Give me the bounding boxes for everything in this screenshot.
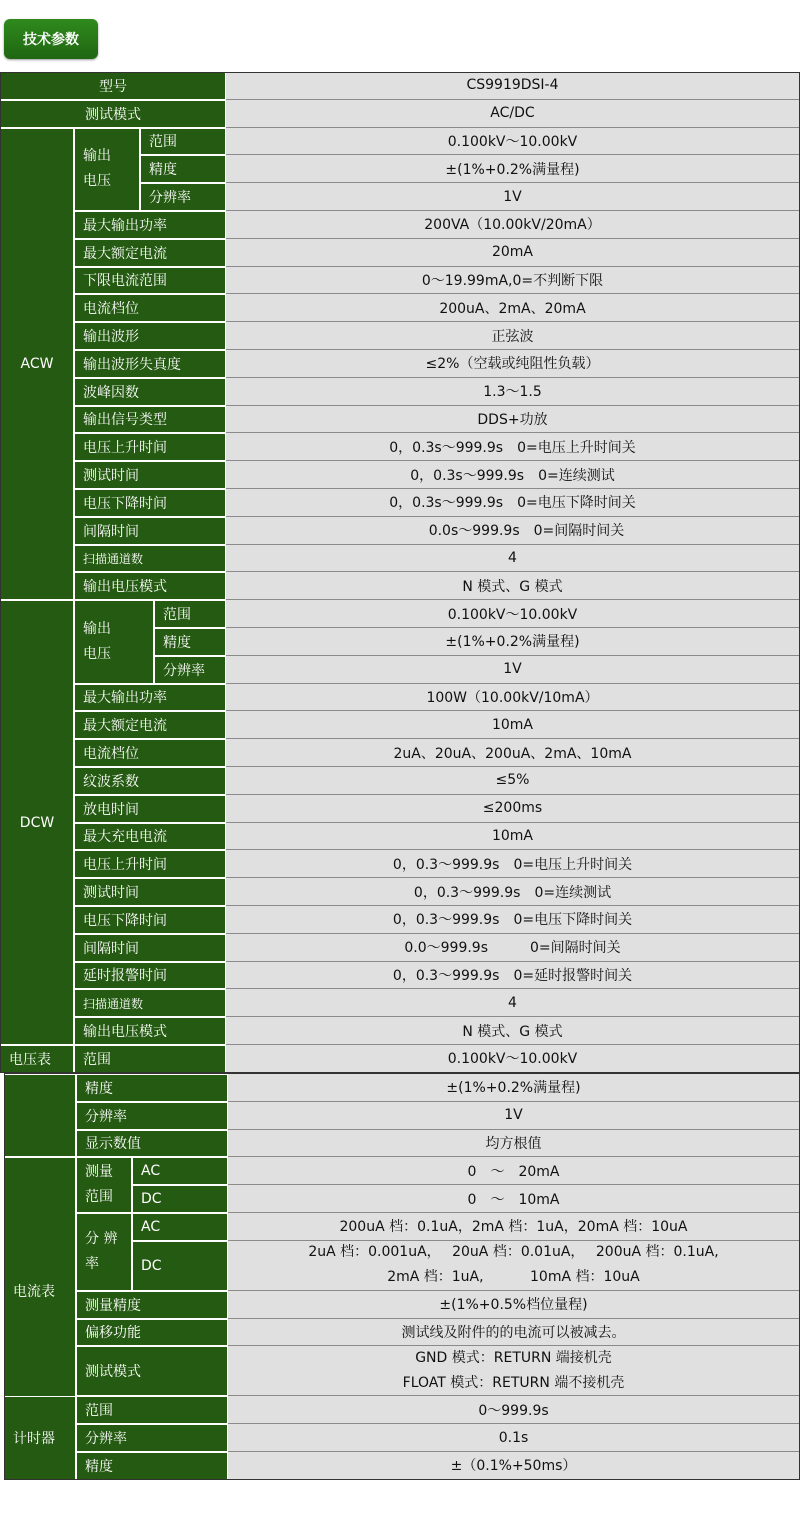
voltmeter-resolution-label: 分辨率 (76, 1102, 228, 1130)
ammeter-mode-value (228, 1346, 800, 1396)
acw-item-label: 输出电压模式 (74, 572, 226, 600)
ammeter-resolution-label: 分 辨 率 (76, 1213, 132, 1291)
dcw-item-label: 电流档位 (74, 739, 226, 767)
acw-item-value: N 模式、G 模式 (226, 572, 800, 600)
voltmeter-accuracy-value: ±(1%+0.2%满量程) (228, 1074, 800, 1102)
timer-accuracy-label: 精度 (76, 1452, 228, 1480)
dcw-item-value: 10mA (226, 823, 800, 851)
acw-item-label: 最大额定电流 (74, 239, 226, 267)
ammeter-range-ac-value: 0 ～ 20mA (228, 1157, 800, 1185)
acw-item-value: 1.3～1.5 (226, 378, 800, 406)
ammeter-res-ac-label: AC (132, 1213, 228, 1241)
acw-item-value: 20mA (226, 239, 800, 267)
acw-item-value: 0，0.3s～999.9s 0=连续测试 (226, 461, 800, 489)
acw-accuracy-value: ±(1%+0.2%满量程) (226, 155, 800, 183)
timer-label: 计时器 (4, 1396, 76, 1479)
ammeter-mode-label: 测试模式 (76, 1346, 228, 1396)
acw-item-label: 扫描通道数 (74, 545, 226, 573)
dcw-item-value: 0，0.3～999.9s 0=延时报警时间关 (226, 962, 800, 990)
dcw-item-value: 0，0.3～999.9s 0=电压上升时间关 (226, 850, 800, 878)
dcw-range-value: 0.100kV～10.00kV (226, 600, 800, 628)
dcw-item-label: 电压下降时间 (74, 906, 226, 934)
timer-range-label: 范围 (76, 1396, 228, 1424)
voltmeter-display-value: 均方根值 (228, 1130, 800, 1158)
acw-item-value: 0，0.3s～999.9s 0=电压上升时间关 (226, 433, 800, 461)
label-model: 型号 (0, 72, 226, 100)
ammeter-accuracy-value: ±(1%+0.5%档位量程) (228, 1291, 800, 1319)
voltmeter-accuracy-label: 精度 (76, 1074, 228, 1102)
dcw-item-value: 10mA (226, 711, 800, 739)
acw-item-label: 电压下降时间 (74, 489, 226, 517)
acw-item-value: 0.0s～999.9s 0=间隔时间关 (226, 517, 800, 545)
value-test-mode: AC/DC (226, 100, 800, 128)
dcw-item-value: ≤200ms (226, 795, 800, 823)
ammeter-offset-label: 偏移功能 (76, 1319, 228, 1347)
ammeter-res-dc-value-line-2: 2mA 档：1uA, 10mA 档：10uA (387, 1269, 794, 1286)
value-model: CS9919DSI-4 (226, 72, 800, 100)
dcw-resolution-value: 1V (226, 656, 800, 684)
acw-item-label: 输出波形 (74, 322, 226, 350)
acw-item-label: 下限电流范围 (74, 267, 226, 295)
acw-item-label: 电流档位 (74, 294, 226, 322)
dcw-item-label: 输出电压模式 (74, 1017, 226, 1045)
ammeter-accuracy-label: 测量精度 (76, 1291, 228, 1319)
acw-item-value: 200uA、2mA、20mA (226, 294, 800, 322)
acw-item-value: 0～19.99mA,0=不判断下限 (226, 267, 800, 295)
acw-output-voltage-label: 输出 电压 (74, 128, 140, 211)
timer-accuracy-value: ±（0.1%+50ms） (228, 1452, 800, 1480)
dcw-item-label: 最大输出功率 (74, 684, 226, 712)
dcw-item-value: 4 (226, 989, 800, 1017)
dcw-item-label: 电压上升时间 (74, 850, 226, 878)
acw-resolution-label: 分辨率 (140, 183, 226, 211)
dcw-item-label: 扫描通道数 (74, 989, 226, 1017)
dcw-item-value: ≤5% (226, 767, 800, 795)
dcw-item-value: 2uA、20uA、200uA、2mA、10mA (226, 739, 800, 767)
ammeter-res-dc-value-line-1: 2uA 档：0.001uA， 20uA 档：0.01uA， 200uA 档：0.1uA, (308, 1244, 719, 1261)
acw-item-value: 正弦波 (226, 322, 800, 350)
dcw-range-label: 范围 (154, 600, 226, 628)
voltmeter-resolution-value: 1V (228, 1102, 800, 1130)
dcw-item-value: 0.0～999.9s 0=间隔时间关 (226, 934, 800, 962)
dcw-accuracy-label: 精度 (154, 628, 226, 656)
ammeter-label: 电流表 (4, 1157, 76, 1424)
dcw-item-value: 100W（10.00kV/10mA） (226, 684, 800, 712)
acw-accuracy-label: 精度 (140, 155, 226, 183)
acw-item-label: 输出波形失真度 (74, 350, 226, 378)
timer-range-value: 0～999.9s (228, 1396, 800, 1424)
dcw-label: DCW (0, 600, 74, 1045)
ammeter-range-dc-value: 0 ～ 10mA (228, 1185, 800, 1213)
dcw-item-label: 纹波系数 (74, 767, 226, 795)
acw-label: ACW (0, 128, 74, 601)
ammeter-mode-value-line-1: GND 模式：RETURN 端接机壳 (415, 1349, 612, 1366)
section-title-button: 技术参数 (4, 19, 98, 59)
ammeter-res-dc-label: DC (132, 1241, 228, 1291)
dcw-item-label: 测试时间 (74, 878, 226, 906)
acw-resolution-value: 1V (226, 183, 800, 211)
ammeter-offset-value: 测试线及附件的的电流可以被减去。 (228, 1319, 800, 1347)
dcw-item-label: 放电时间 (74, 795, 226, 823)
acw-item-value: 0，0.3s～999.9s 0=电压下降时间关 (226, 489, 800, 517)
acw-item-label: 间隔时间 (74, 517, 226, 545)
dcw-item-value: N 模式、G 模式 (226, 1017, 800, 1045)
voltmeter-continued (4, 1074, 76, 1157)
acw-item-label: 测试时间 (74, 461, 226, 489)
dcw-output-voltage-label: 输出 电压 (74, 600, 154, 683)
dcw-item-label: 间隔时间 (74, 934, 226, 962)
dcw-resolution-label: 分辨率 (154, 656, 226, 684)
timer-resolution-value: 0.1s (228, 1424, 800, 1452)
acw-item-label: 电压上升时间 (74, 433, 226, 461)
acw-item-value: 200VA（10.00kV/20mA） (226, 211, 800, 239)
ammeter-mode-value-line-2: FLOAT 模式：RETURN 端不接机壳 (402, 1374, 625, 1391)
voltmeter-range-value: 0.100kV～10.00kV (226, 1045, 800, 1073)
acw-item-value: ≤2%（空载或纯阻性负载） (226, 350, 800, 378)
acw-range-value: 0.100kV～10.00kV (226, 128, 800, 156)
acw-item-label: 输出信号类型 (74, 406, 226, 434)
acw-range-label: 范围 (140, 128, 226, 156)
dcw-accuracy-value: ±(1%+0.2%满量程) (226, 628, 800, 656)
ammeter-measure-range-label: 测量 范围 (76, 1157, 132, 1213)
ammeter-res-ac-value: 200uA 档：0.1uA，2mA 档：1uA，20mA 档：10uA (228, 1213, 800, 1241)
dcw-item-value: 0，0.3～999.9s 0=连续测试 (226, 878, 800, 906)
acw-item-value: 4 (226, 545, 800, 573)
voltmeter-display-label: 显示数值 (76, 1130, 228, 1158)
voltmeter-label: 电压表 (0, 1045, 74, 1073)
ammeter-res-dc-value (228, 1241, 800, 1291)
label-test-mode: 测试模式 (0, 100, 226, 128)
ammeter-range-dc-label: DC (132, 1185, 228, 1213)
acw-item-label: 最大输出功率 (74, 211, 226, 239)
ammeter-range-ac-label: AC (132, 1157, 228, 1185)
dcw-item-value: 0，0.3～999.9s 0=电压下降时间关 (226, 906, 800, 934)
timer-resolution-label: 分辨率 (76, 1424, 228, 1452)
dcw-item-label: 延时报警时间 (74, 962, 226, 990)
acw-item-label: 波峰因数 (74, 378, 226, 406)
dcw-item-label: 最大额定电流 (74, 711, 226, 739)
voltmeter-range-label: 范围 (74, 1045, 226, 1073)
acw-item-value: DDS+功放 (226, 406, 800, 434)
dcw-item-label: 最大充电电流 (74, 823, 226, 851)
